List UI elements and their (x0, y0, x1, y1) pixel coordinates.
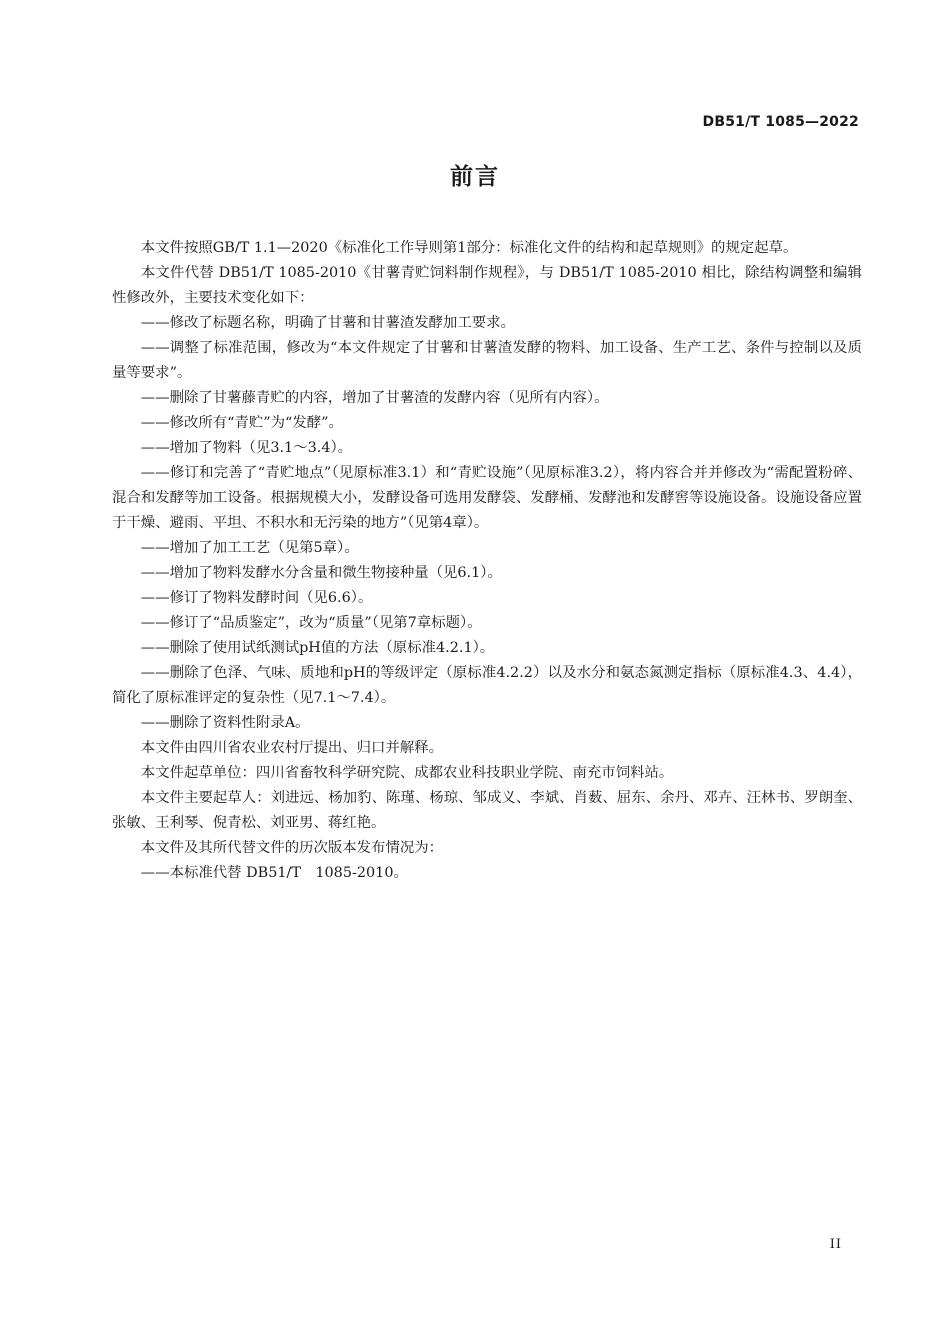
change-item: ——删除了色泽、气味、质地和pH的等级评定（原标准4.2.2）以及水分和氨态氮测定指标（原标准4.3、4.4），简化了原标准评定的复杂性（见7.1～7.4）。 (112, 665, 862, 706)
change-item: ——增加了加工工艺（见第5章）。 (140, 540, 359, 556)
change-item: ——删除了使用试纸测试pH值的方法（原标准4.2.1）。 (140, 640, 495, 656)
history-item: ——本标准代替 DB51/T 1085-2010。 (140, 865, 408, 881)
paragraph-drafting-rule: 本文件按照GB/T 1.1—2020《标准化工作导则第1部分：标准化文件的结构和起草规则》的规定起草。 (140, 240, 798, 256)
change-item: ——增加了物料发酵水分含量和微生物接种量（见6.1）。 (140, 565, 502, 581)
change-item: ——修订了物料发酵时间（见6.6）。 (140, 590, 373, 606)
change-item: ——增加了物料（见3.1～3.4）。 (140, 440, 353, 456)
change-item: ——修改了标题名称，明确了甘薯和甘薯渣发酵加工要求。 (140, 315, 515, 331)
change-item: ——修改所有“青贮”为“发酵”。 (140, 415, 343, 431)
page-number: II (829, 1237, 842, 1252)
change-item: ——修订和完善了“青贮地点”（见原标准3.1）和“青贮设施”（见原标准3.2），将内容合并并修改为“需配置粉碎、混合和发酵等加工设备。根据规模大小，发酵设备可选用发酵袋、发酵桶、发酵池和发酵窖等设施设备。设施设备应置于干燥、避雨、平坦、不积水和无污染的地方”（见第4章）。 (112, 465, 862, 531)
preface-body (112, 236, 862, 886)
paragraph-replacement-intro: 本文件代替 DB51/T 1085-2010《甘薯青贮饲料制作规程》，与 DB51/T 1085-2010 相比，除结构调整和编辑性修改外，主要技术变化如下： (112, 265, 862, 306)
change-item: ——修订了“品质鉴定”，改为“质量”（见第7章标题）。 (140, 615, 482, 631)
change-item: ——删除了甘薯藤青贮的内容，增加了甘薯渣的发酵内容（见所有内容）。 (140, 390, 609, 406)
paragraph-proposer: 本文件由四川省农业农村厅提出、归口并解释。 (140, 740, 444, 756)
paragraph-drafters: 本文件主要起草人：刘进远、杨加豹、陈瑾、杨琼、邹成义、李斌、肖薮、屈东、余丹、邓卉、汪林书、罗朗奎、张敏、王利琴、倪青松、刘亚男、蒋红艳。 (112, 790, 862, 831)
change-item: ——调整了标准范围，修改为“本文件规定了甘薯和甘薯渣发酵的物料、加工设备、生产工艺、条件与控制以及质量等要求”。 (112, 340, 862, 381)
paragraph-history-intro: 本文件及其所代替文件的历次版本发布情况为： (140, 840, 444, 856)
document-code: DB51/T 1085—2022 (702, 114, 859, 130)
page-title: 前言 (450, 164, 500, 190)
change-item: ——删除了资料性附录A。 (140, 715, 310, 731)
paragraph-drafting-units: 本文件起草单位：四川省畜牧科学研究院、成都农业科技职业学院、南充市饲料站。 (140, 765, 674, 781)
